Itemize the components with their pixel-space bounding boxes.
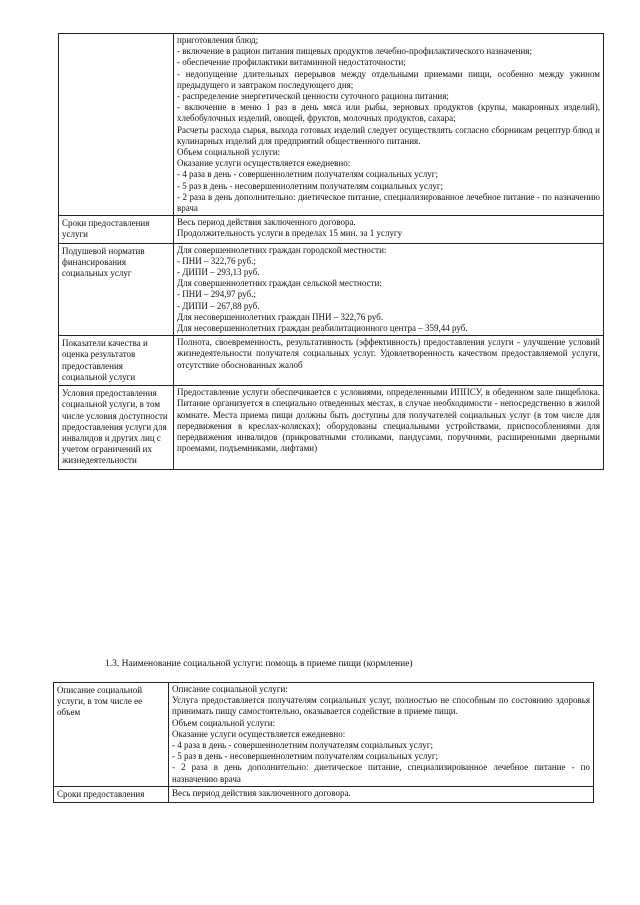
row-content	[174, 243, 604, 336]
content-line: - ДИПИ – 293,13 руб.	[177, 267, 260, 278]
content-line: Объем социальной услуги:	[172, 717, 276, 728]
content-line: Полнота, своевременность, результативность (эффективность) предоставления услуги - улучшение условий жизнедеятельности получателя социальных услуг. Удовлетворенность качеством предоставляемой услуги, отсутствие обоснованных жалоб	[177, 337, 600, 370]
content-line: приготовления блюд;	[177, 35, 259, 45]
content-line: - включение в рацион питания пищевых продуктов лечебно-профилактического назначения;	[177, 46, 532, 57]
content-line: Оказание услуги осуществляется ежедневно:	[172, 728, 346, 739]
table-row	[59, 386, 604, 469]
row-label: Сроки предоставления услуги	[59, 216, 174, 243]
content-line: Для несовершеннолетних граждан ПНИ – 322,76 руб.	[177, 311, 384, 322]
row-content	[174, 216, 604, 243]
content-line: - ПНИ – 322,76 руб.;	[177, 255, 256, 266]
row-label	[59, 34, 174, 216]
content-line: Расчеты расхода сырья, выхода готовых изделий следует осуществлять согласно сборникам рецептур блюд и кулинарных изделий для предприятий общественного питания.	[177, 124, 600, 146]
row-content	[174, 336, 604, 386]
row-label: Показатели качества и оценка результатов предоставления социальной услуги	[59, 336, 174, 386]
content-line: - 5 раз в день - несовершеннолетним получателям социальных услуг;	[172, 751, 439, 762]
section-heading: 1.3. Наименование социальной услуги: помощь в приеме пищи (кормление)	[105, 659, 413, 669]
service-table-main	[58, 33, 604, 470]
row-label: Сроки предоставления	[54, 786, 169, 802]
service-table-feeding	[53, 682, 594, 803]
content-line: - 4 раза в день - совершеннолетним получателям социальных услуг;	[177, 169, 438, 180]
table-row	[54, 786, 594, 802]
content-line: Предоставление услуги обеспечивается с условиями, определенными ИППСУ, в обеденном зале пищеблока. Питание организуется в специально отведенных местах, в случае необходимости - непосредственно в жилой комнате. Места приема пищи должны быть доступны для получателей социальных услуг (в том числе для передвижения в креслах-колясках); оборудованы специальными устройствами, приспособлениями для передвижения инвалидов (прикроватными столиками, пандусами, поручнями, расширенными дверными проемами, подъемниками, лифтами)	[177, 387, 600, 454]
content-line: Для совершеннолетних граждан городской местности:	[177, 244, 387, 255]
content-line: Продолжительность услуги в пределах 15 мин. за 1 услугу	[177, 228, 403, 239]
content-line: - включение в меню 1 раз в день мяса или рыбы, зерновых продуктов (крупы, макаронных изделий), хлебобулочных изделий, овощей, фруктов, молочных продуктов, сахара;	[177, 102, 600, 124]
content-line: - обеспечение профилактики витаминной недостаточности;	[177, 57, 406, 68]
content-line: - 5 раз в день - несовершеннолетним получателям социальных услуг;	[177, 180, 444, 191]
content-line: - распределение энергетической ценности суточного рациона питания;	[177, 91, 449, 102]
table-row	[59, 243, 604, 336]
content-line: - 2 раза в день дополнительно: диетическое питание, специализированное лечебное питание - по назначению врача	[172, 762, 590, 784]
content-line: Услуга предоставляется получателям социальных услуг, полностью не способным по состоянию здоровья принимать пищу самостоятельно, оказывается содействие в приеме пищи.	[172, 695, 590, 717]
row-label: Условия предоставления социальной услуги, в том числе условия доступности предоставления услуги для инвалидов и других лиц с учетом ограничений их жизнедеятельности	[59, 386, 174, 469]
content-line: Для совершеннолетних граждан сельской местности:	[177, 278, 382, 289]
row-content	[174, 34, 604, 216]
row-content	[169, 683, 594, 787]
content-line: Оказание услуги осуществляется ежедневно:	[177, 158, 351, 169]
content-line: Весь период действия заключенного договора.	[172, 787, 351, 798]
content-line: - ДИПИ – 267,88 руб.	[177, 300, 260, 311]
content-line: Описание социальной услуги:	[172, 684, 288, 694]
table-row	[54, 683, 594, 787]
row-content	[174, 386, 604, 469]
row-content	[169, 786, 594, 802]
content-line: Объем социальной услуги:	[177, 147, 281, 158]
content-line: - 4 раза в день - совершеннолетним получателям социальных услуг;	[172, 740, 433, 751]
row-label: Подушевой норматив финансирования социальных услуг	[59, 243, 174, 336]
content-line: - ПНИ – 294,97 руб.;	[177, 289, 256, 300]
table-row	[59, 336, 604, 386]
table-row	[59, 216, 604, 243]
content-line: Весь период действия заключенного договора.	[177, 217, 356, 228]
content-line: - недопущение длительных перерывов между отдельными приемами пищи, особенно между ужином предыдущего и завтраком последующего дня;	[177, 68, 600, 90]
content-line: - 2 раза в день дополнительно: диетическое питание, специализированное лечебное питание - по назначению врача	[177, 191, 600, 214]
content-line: Для несовершеннолетних граждан реабилитационного центра – 359,44 руб.	[177, 323, 468, 334]
row-label: Описание социальной услуги, в том числе ее объем	[54, 683, 169, 787]
table-row	[59, 34, 604, 216]
